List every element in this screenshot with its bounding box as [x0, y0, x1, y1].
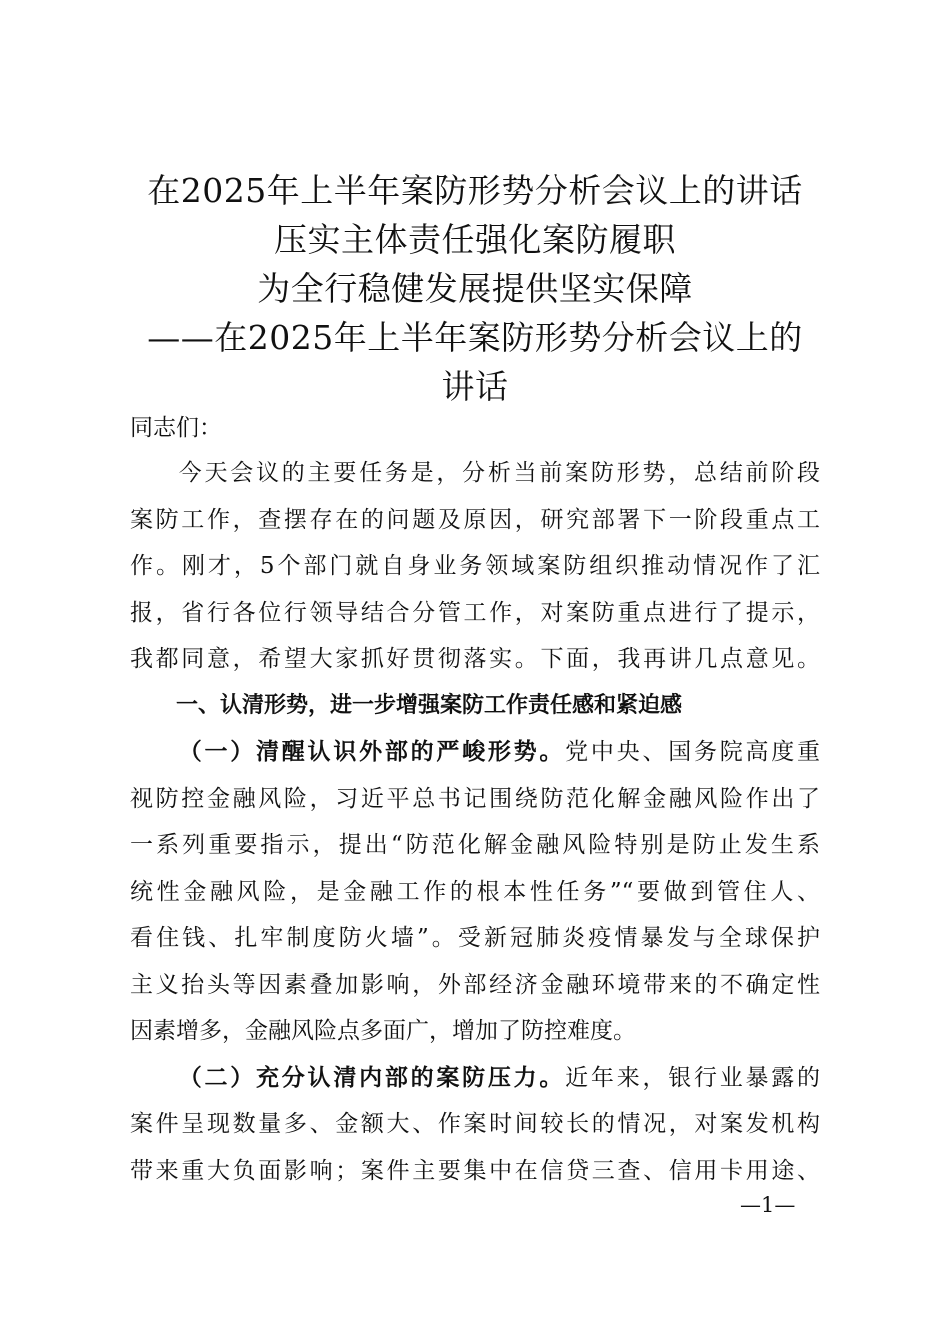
document-body [130, 450, 820, 1194]
paragraph-line: 因素增多，金融风险点多面广，增加了防控难度。 [130, 1018, 636, 1044]
paragraph-line: 带来重大负面影响；案件主要集中在信贷三查、信用卡用途、 [130, 1157, 820, 1184]
paragraph-line: 统性金融风险，是金融工作的根本性任务”“要做到管住人、 [130, 878, 820, 905]
title-line-3: 为全行稳健发展提供坚实保障 [257, 269, 693, 308]
paragraph-line: 我都同意，希望大家抓好贯彻落实。下面，我再讲几点意见。 [130, 646, 820, 672]
page-number: —1— [740, 1193, 796, 1217]
title-line-4: ——在2025年上半年案防形势分析会议上的 [147, 318, 803, 357]
paragraph-line: 案防工作，查摆存在的问题及原因，研究部署下一阶段重点工 [130, 506, 820, 533]
paragraph-intro [130, 450, 820, 683]
paragraph-line: 一系列重要指示，提出“防范化解金融风险特别是防止发生系 [130, 832, 820, 858]
document-title [130, 166, 820, 411]
title-line-1: 在2025年上半年案防形势分析会议上的讲话 [147, 171, 803, 210]
paragraph-line: 主义抬头等因素叠加影响，外部经济金融环境带来的不确定性 [130, 971, 820, 998]
sub-heading-2: （二）充分认清内部的案防压力。 [176, 1063, 566, 1091]
title-line-5: 讲话 [441, 367, 509, 406]
salutation: 同志们： [130, 415, 222, 441]
paragraph-line: （一）清醒认识外部的严峻形势。党中央、国务院高度重 [176, 738, 821, 765]
paragraph-line: 看住钱、扎牢制度防火墙”。受新冠肺炎疫情暴发与全球保护 [130, 925, 820, 951]
title-line-2: 压实主体责任强化案防履职 [274, 220, 676, 259]
paragraph-line: 视防控金融风险，习近平总书记围绕防范化解金融风险作出了 [130, 785, 820, 812]
paragraph-line: 今天会议的主要任务是，分析当前案防形势，总结前阶段 [176, 460, 820, 486]
paragraph-internal-pressure [130, 1055, 820, 1195]
paragraph-line: 案件呈现数量多、金额大、作案时间较长的情况，对案发机构 [130, 1111, 820, 1137]
paragraph-line: 作。刚才，5个部门就自身业务领域案防组织推动情况作了汇 [130, 553, 820, 579]
section-heading-1: 一、认清形势，进一步增强案防工作责任感和紧迫感 [176, 692, 683, 718]
paragraph-line: 报，省行各位行领导结合分管工作，对案防重点进行了提示， [130, 599, 820, 626]
paragraph-line: （二）充分认清内部的案防压力。近年来，银行业暴露的 [176, 1063, 821, 1091]
paragraph-external-situation [130, 729, 820, 1055]
sub-heading-1: （一）清醒认识外部的严峻形势。 [176, 738, 566, 765]
